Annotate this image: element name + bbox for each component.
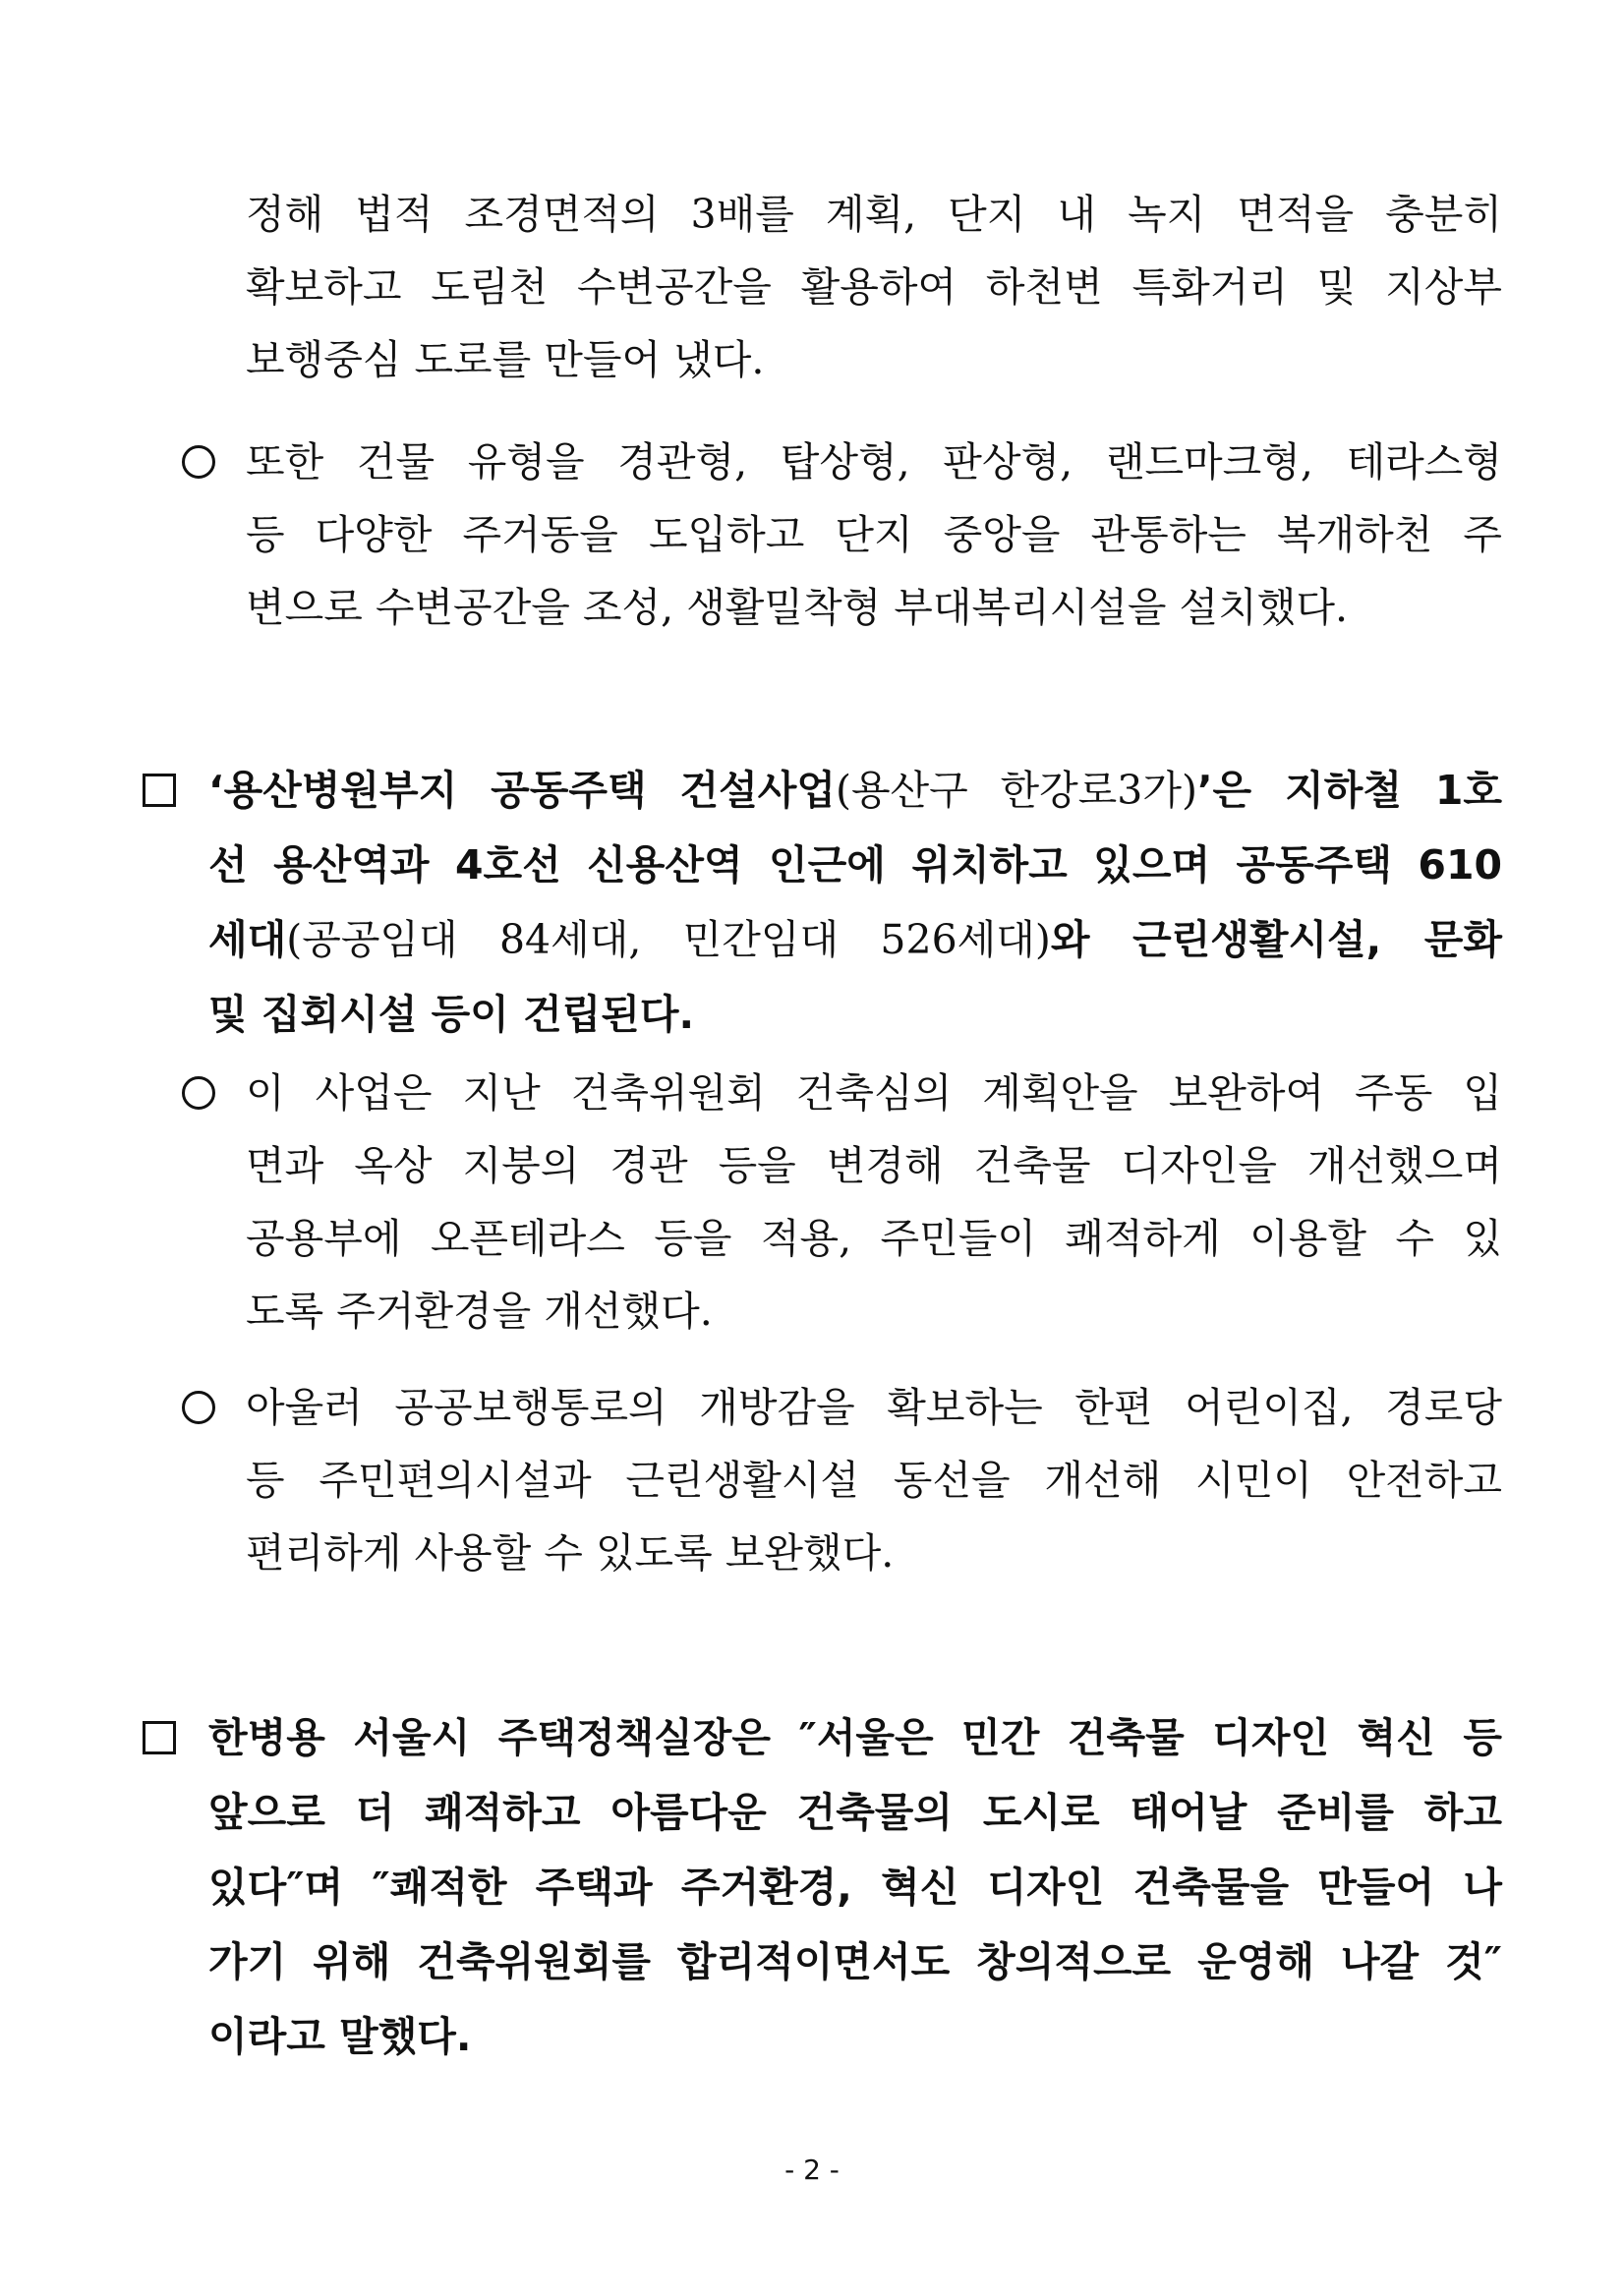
section2-household-breakdown: (공공임대 84세대, 민간임대 526세대) xyxy=(286,916,1051,963)
bullet1-line-1: 또한 건물 유형을 경관형, 탑상형, 판상형, 랜드마크형, 테라스형 xyxy=(246,438,1502,486)
intro-line-3: 보행중심 도로를 만들어 냈다. xyxy=(246,336,765,383)
section2-line-3 xyxy=(208,912,1502,967)
intro-line-2: 확보하고 도림천 수변공간을 활용하여 하천변 특화거리 및 지상부 xyxy=(246,263,1502,311)
section2-line1-tail: ’은 지하철 1호 xyxy=(1196,767,1503,814)
circle-bullet-icon xyxy=(182,1391,215,1424)
bullet2-line-1: 이 사업은 지난 건축위원회 건축심의 계획안을 보완하여 주동 입 xyxy=(246,1069,1502,1117)
bullet3-line-3: 편리하게 사용할 수 있도록 보완했다. xyxy=(246,1529,895,1577)
section2-location: (용산구 한강로3가) xyxy=(835,767,1197,814)
circle-bullet-icon xyxy=(182,445,215,479)
section2-households: 세대 xyxy=(208,916,287,963)
square-bullet-icon xyxy=(143,774,176,807)
bullet1-line-3: 변으로 수변공간을 조성, 생활밀착형 부대복리시설을 설치했다. xyxy=(246,584,1348,631)
section2-line-2: 선 용산역과 4호선 신용산역 인근에 위치하고 있으며 공동주택 610 xyxy=(208,841,1502,889)
section2-line-4: 및 집회시설 등이 건립된다. xyxy=(208,991,695,1038)
section3-line-4: 가기 위해 건축위원회를 합리적이면서도 창의적으로 운영해 나갈 것″ xyxy=(208,1938,1502,1985)
square-bullet-icon xyxy=(143,1721,176,1754)
section2-line-1 xyxy=(208,763,1502,818)
circle-bullet-icon xyxy=(182,1076,215,1110)
bullet2-line-3: 공용부에 오픈테라스 등을 적용, 주민들이 쾌적하게 이용할 수 있 xyxy=(246,1215,1502,1262)
bullet3-line-1: 아울러 공공보행통로의 개방감을 확보하는 한편 어린이집, 경로당 xyxy=(246,1384,1502,1431)
section3-line-2: 앞으로 더 쾌적하고 아름다운 건축물의 도시로 태어날 준비를 하고 xyxy=(208,1789,1502,1836)
bullet2-line-4: 도록 주거환경을 개선했다. xyxy=(246,1288,713,1335)
page-number: - 2 - xyxy=(784,2153,840,2186)
section2-title-bold: ‘용산병원부지 공동주택 건설사업 xyxy=(208,767,836,814)
section3-line-5: 이라고 말했다. xyxy=(208,2013,472,2060)
bullet2-line-2: 면과 옥상 지붕의 경관 등을 변경해 건축물 디자인을 개선했으며 xyxy=(246,1142,1502,1189)
section3-line-3: 있다″며 ″쾌적한 주택과 주거환경, 혁신 디자인 건축물을 만들어 나 xyxy=(208,1864,1502,1911)
section3-line-1: 한병용 서울시 주택정책실장은 ″서울은 민간 건축물 디자인 혁신 등 xyxy=(208,1714,1502,1761)
bullet1-line-2: 등 다양한 주거동을 도입하고 단지 중앙을 관통하는 복개하천 주 xyxy=(246,511,1502,558)
bullet3-line-2: 등 주민편의시설과 근린생활시설 동선을 개선해 시민이 안전하고 xyxy=(246,1457,1502,1504)
intro-line-1: 정해 법적 조경면적의 3배를 계획, 단지 내 녹지 면적을 충분히 xyxy=(246,191,1502,238)
section2-line3-tail: 와 근린생활시설, 문화 xyxy=(1050,916,1503,963)
